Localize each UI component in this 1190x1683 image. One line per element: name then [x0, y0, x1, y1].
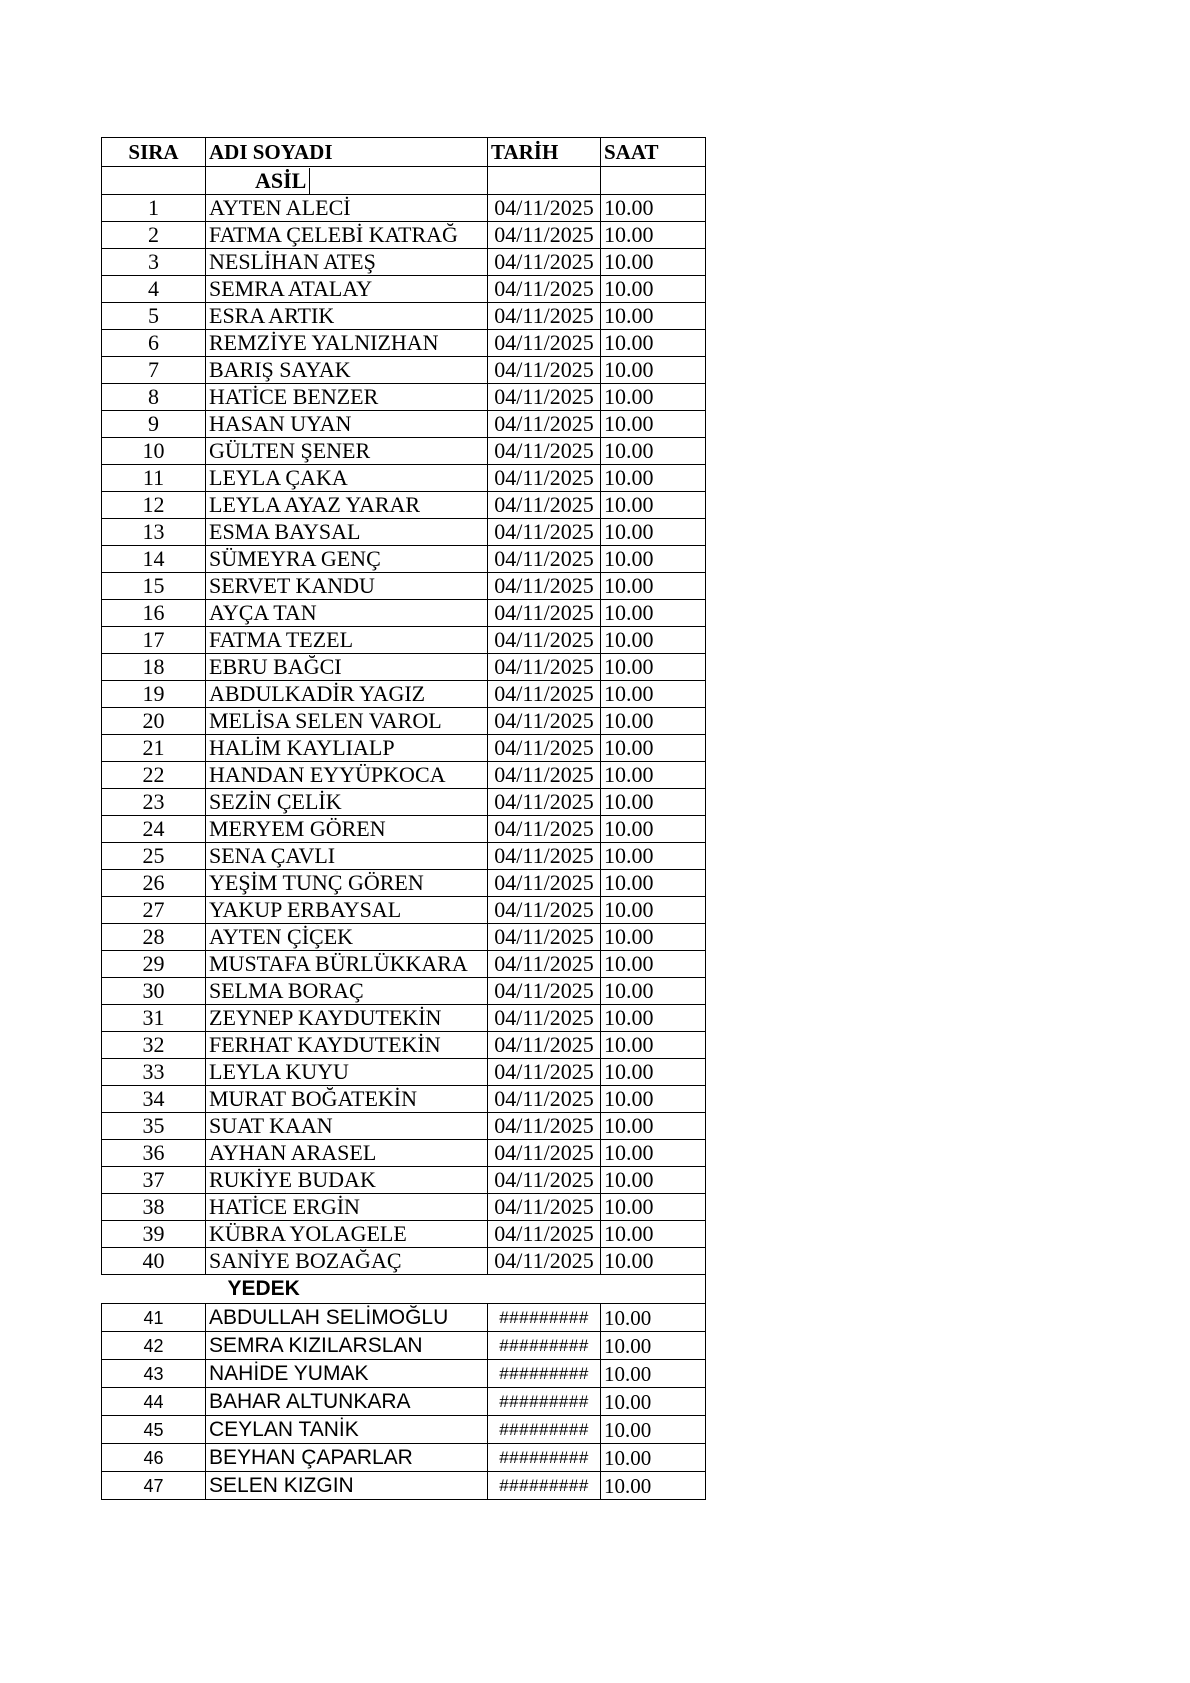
name-cell: ESRA ARTIK — [206, 303, 488, 330]
date-cell: 04/11/2025 — [488, 1194, 601, 1221]
time-cell: 10.00 — [601, 1388, 706, 1416]
table-row — [102, 276, 706, 303]
date-cell: 04/11/2025 — [488, 600, 601, 627]
date-cell: 04/11/2025 — [488, 492, 601, 519]
table-row — [102, 1086, 706, 1113]
date-cell: 04/11/2025 — [488, 519, 601, 546]
sira-cell: 10 — [102, 438, 206, 465]
yedek-label: YEDEK — [102, 1275, 601, 1304]
time-cell: 10.00 — [601, 357, 706, 384]
sira-cell: 24 — [102, 816, 206, 843]
time-cell: 10.00 — [601, 843, 706, 870]
table-row — [102, 1360, 706, 1388]
table-row — [102, 438, 706, 465]
table-row — [102, 600, 706, 627]
time-cell: 10.00 — [601, 627, 706, 654]
sira-cell: 34 — [102, 1086, 206, 1113]
sira-cell: 42 — [102, 1332, 206, 1360]
sira-cell: 30 — [102, 978, 206, 1005]
sira-cell: 19 — [102, 681, 206, 708]
asil-section-row — [102, 167, 706, 195]
sira-cell: 21 — [102, 735, 206, 762]
name-cell: CEYLAN TANİK — [206, 1416, 488, 1444]
sira-cell: 22 — [102, 762, 206, 789]
name-cell: MUSTAFA BÜRLÜKKARA — [206, 951, 488, 978]
name-cell: YAKUP ERBAYSAL — [206, 897, 488, 924]
table-row — [102, 681, 706, 708]
table-body — [102, 138, 706, 1500]
time-cell: 10.00 — [601, 1248, 706, 1275]
time-cell: 10.00 — [601, 492, 706, 519]
date-cell: 04/11/2025 — [488, 654, 601, 681]
date-cell: 04/11/2025 — [488, 249, 601, 276]
date-cell: 04/11/2025 — [488, 789, 601, 816]
sira-cell: 39 — [102, 1221, 206, 1248]
name-cell: FATMA ÇELEBİ KATRAĞ — [206, 222, 488, 249]
name-cell: AYTEN ÇİÇEK — [206, 924, 488, 951]
date-cell: ######### — [488, 1332, 601, 1360]
name-cell: HALİM KAYLIALP — [206, 735, 488, 762]
time-cell: 10.00 — [601, 924, 706, 951]
date-cell: ######### — [488, 1388, 601, 1416]
table-row — [102, 1167, 706, 1194]
time-cell: 10.00 — [601, 1416, 706, 1444]
sira-cell: 3 — [102, 249, 206, 276]
date-cell: 04/11/2025 — [488, 897, 601, 924]
time-cell: 10.00 — [601, 1032, 706, 1059]
asil-label: ASİL — [255, 168, 310, 194]
date-cell: 04/11/2025 — [488, 303, 601, 330]
date-cell: 04/11/2025 — [488, 357, 601, 384]
time-cell: 10.00 — [601, 951, 706, 978]
time-cell: 10.00 — [601, 411, 706, 438]
yedek-empty-cell — [601, 1275, 706, 1304]
sira-cell: 7 — [102, 357, 206, 384]
name-cell: HASAN UYAN — [206, 411, 488, 438]
date-cell: 04/11/2025 — [488, 573, 601, 600]
time-cell: 10.00 — [601, 384, 706, 411]
table-row — [102, 519, 706, 546]
asil-empty-cell — [102, 167, 206, 195]
sira-cell: 9 — [102, 411, 206, 438]
time-cell: 10.00 — [601, 870, 706, 897]
date-cell: 04/11/2025 — [488, 411, 601, 438]
name-cell: FERHAT KAYDUTEKİN — [206, 1032, 488, 1059]
name-cell: ABDULKADİR YAGIZ — [206, 681, 488, 708]
time-cell: 10.00 — [601, 249, 706, 276]
table-row — [102, 1444, 706, 1472]
time-cell: 10.00 — [601, 978, 706, 1005]
date-cell: 04/11/2025 — [488, 384, 601, 411]
time-cell: 10.00 — [601, 573, 706, 600]
sira-cell: 27 — [102, 897, 206, 924]
table-row — [102, 222, 706, 249]
time-cell: 10.00 — [601, 276, 706, 303]
table-row — [102, 870, 706, 897]
table-row — [102, 951, 706, 978]
name-cell: SANİYE BOZAĞAÇ — [206, 1248, 488, 1275]
name-cell: SEZİN ÇELİK — [206, 789, 488, 816]
name-cell: REMZİYE YALNIZHAN — [206, 330, 488, 357]
date-cell: 04/11/2025 — [488, 708, 601, 735]
sira-cell: 31 — [102, 1005, 206, 1032]
date-cell: 04/11/2025 — [488, 1113, 601, 1140]
time-cell: 10.00 — [601, 1059, 706, 1086]
sira-cell: 13 — [102, 519, 206, 546]
date-cell: 04/11/2025 — [488, 816, 601, 843]
sira-cell: 1 — [102, 195, 206, 222]
table-row — [102, 249, 706, 276]
sira-cell: 43 — [102, 1360, 206, 1388]
time-cell: 10.00 — [601, 1444, 706, 1472]
name-cell: HATİCE ERGİN — [206, 1194, 488, 1221]
time-cell: 10.00 — [601, 897, 706, 924]
sira-cell: 26 — [102, 870, 206, 897]
table-row — [102, 384, 706, 411]
date-cell: 04/11/2025 — [488, 546, 601, 573]
time-cell: 10.00 — [601, 195, 706, 222]
sira-cell: 23 — [102, 789, 206, 816]
time-cell: 10.00 — [601, 762, 706, 789]
date-cell: 04/11/2025 — [488, 951, 601, 978]
sira-cell: 11 — [102, 465, 206, 492]
sira-cell: 14 — [102, 546, 206, 573]
sira-cell: 20 — [102, 708, 206, 735]
sira-cell: 40 — [102, 1248, 206, 1275]
time-cell: 10.00 — [601, 1140, 706, 1167]
name-cell: GÜLTEN ŞENER — [206, 438, 488, 465]
table-row — [102, 1472, 706, 1500]
table-row — [102, 1332, 706, 1360]
table-row — [102, 708, 706, 735]
asil-empty-cell — [601, 167, 706, 195]
name-cell: ESMA BAYSAL — [206, 519, 488, 546]
sira-cell: 41 — [102, 1304, 206, 1332]
header-name: ADI SOYADI — [206, 138, 488, 167]
sira-cell: 8 — [102, 384, 206, 411]
table-row — [102, 195, 706, 222]
sira-cell: 45 — [102, 1416, 206, 1444]
date-cell: 04/11/2025 — [488, 465, 601, 492]
date-cell: ######### — [488, 1472, 601, 1500]
date-cell: 04/11/2025 — [488, 870, 601, 897]
table-row — [102, 1059, 706, 1086]
table-row — [102, 816, 706, 843]
yedek-section-row — [102, 1275, 706, 1304]
date-cell: 04/11/2025 — [488, 330, 601, 357]
sira-cell: 35 — [102, 1113, 206, 1140]
sira-cell: 28 — [102, 924, 206, 951]
time-cell: 10.00 — [601, 600, 706, 627]
table-row — [102, 762, 706, 789]
table-row — [102, 627, 706, 654]
date-cell: 04/11/2025 — [488, 1086, 601, 1113]
date-cell: 04/11/2025 — [488, 1005, 601, 1032]
sira-cell: 16 — [102, 600, 206, 627]
sira-cell: 47 — [102, 1472, 206, 1500]
date-cell: 04/11/2025 — [488, 1248, 601, 1275]
name-cell: HATİCE BENZER — [206, 384, 488, 411]
sira-cell: 32 — [102, 1032, 206, 1059]
time-cell: 10.00 — [601, 708, 706, 735]
table-row — [102, 843, 706, 870]
sira-cell: 29 — [102, 951, 206, 978]
time-cell: 10.00 — [601, 546, 706, 573]
table-row — [102, 924, 706, 951]
sira-cell: 17 — [102, 627, 206, 654]
time-cell: 10.00 — [601, 1167, 706, 1194]
sira-cell: 33 — [102, 1059, 206, 1086]
date-cell: 04/11/2025 — [488, 762, 601, 789]
date-cell: 04/11/2025 — [488, 1167, 601, 1194]
date-cell: 04/11/2025 — [488, 843, 601, 870]
table-row — [102, 303, 706, 330]
asil-label-cell — [206, 167, 488, 195]
date-cell: 04/11/2025 — [488, 222, 601, 249]
name-cell: HANDAN EYYÜPKOCA — [206, 762, 488, 789]
time-cell: 10.00 — [601, 1086, 706, 1113]
date-cell: ######### — [488, 1360, 601, 1388]
time-cell: 10.00 — [601, 1360, 706, 1388]
date-cell: ######### — [488, 1416, 601, 1444]
name-cell: NESLİHAN ATEŞ — [206, 249, 488, 276]
time-cell: 10.00 — [601, 1005, 706, 1032]
name-cell: LEYLA ÇAKA — [206, 465, 488, 492]
table-row — [102, 546, 706, 573]
table-row — [102, 573, 706, 600]
table-row — [102, 1032, 706, 1059]
sira-cell: 2 — [102, 222, 206, 249]
time-cell: 10.00 — [601, 681, 706, 708]
table-row — [102, 654, 706, 681]
header-time: SAAT — [601, 138, 706, 167]
sira-cell: 46 — [102, 1444, 206, 1472]
time-cell: 10.00 — [601, 438, 706, 465]
name-cell: BARIŞ SAYAK — [206, 357, 488, 384]
table-row — [102, 1388, 706, 1416]
time-cell: 10.00 — [601, 330, 706, 357]
table-row — [102, 1416, 706, 1444]
sira-cell: 36 — [102, 1140, 206, 1167]
table-row — [102, 1140, 706, 1167]
date-cell: 04/11/2025 — [488, 1032, 601, 1059]
date-cell: 04/11/2025 — [488, 1221, 601, 1248]
sira-cell: 12 — [102, 492, 206, 519]
table-row — [102, 735, 706, 762]
time-cell: 10.00 — [601, 1221, 706, 1248]
list-table — [101, 137, 706, 1500]
date-cell: 04/11/2025 — [488, 1059, 601, 1086]
header-row — [102, 138, 706, 167]
date-cell: 04/11/2025 — [488, 438, 601, 465]
table-row — [102, 1304, 706, 1332]
table-row — [102, 492, 706, 519]
time-cell: 10.00 — [601, 654, 706, 681]
date-cell: 04/11/2025 — [488, 627, 601, 654]
name-cell: BAHAR ALTUNKARA — [206, 1388, 488, 1416]
name-cell: SEMRA ATALAY — [206, 276, 488, 303]
name-cell: KÜBRA YOLAGELE — [206, 1221, 488, 1248]
sira-cell: 18 — [102, 654, 206, 681]
sira-cell: 6 — [102, 330, 206, 357]
table-row — [102, 1113, 706, 1140]
name-cell: AYHAN ARASEL — [206, 1140, 488, 1167]
name-cell: NAHİDE YUMAK — [206, 1360, 488, 1388]
header-sira: SIRA — [102, 138, 206, 167]
table-row — [102, 978, 706, 1005]
name-cell: MURAT BOĞATEKİN — [206, 1086, 488, 1113]
date-cell: 04/11/2025 — [488, 735, 601, 762]
table-row — [102, 897, 706, 924]
name-cell: AYTEN ALECİ — [206, 195, 488, 222]
date-cell: 04/11/2025 — [488, 978, 601, 1005]
name-cell: RUKİYE BUDAK — [206, 1167, 488, 1194]
table-row — [102, 357, 706, 384]
sira-cell: 4 — [102, 276, 206, 303]
name-cell: AYÇA TAN — [206, 600, 488, 627]
table-row — [102, 1221, 706, 1248]
name-cell: YEŞİM TUNÇ GÖREN — [206, 870, 488, 897]
time-cell: 10.00 — [601, 816, 706, 843]
date-cell: ######### — [488, 1304, 601, 1332]
time-cell: 10.00 — [601, 789, 706, 816]
name-cell: SELEN KIZGIN — [206, 1472, 488, 1500]
date-cell: 04/11/2025 — [488, 195, 601, 222]
name-cell: ABDULLAH SELİMOĞLU — [206, 1304, 488, 1332]
date-cell: 04/11/2025 — [488, 924, 601, 951]
name-cell: MERYEM GÖREN — [206, 816, 488, 843]
name-cell: SÜMEYRA GENÇ — [206, 546, 488, 573]
time-cell: 10.00 — [601, 1472, 706, 1500]
table-row — [102, 465, 706, 492]
time-cell: 10.00 — [601, 735, 706, 762]
header-date: TARİH — [488, 138, 601, 167]
time-cell: 10.00 — [601, 222, 706, 249]
name-cell: SERVET KANDU — [206, 573, 488, 600]
name-cell: SEMRA KIZILARSLAN — [206, 1332, 488, 1360]
name-cell: SENA ÇAVLI — [206, 843, 488, 870]
time-cell: 10.00 — [601, 1332, 706, 1360]
date-cell: 04/11/2025 — [488, 276, 601, 303]
time-cell: 10.00 — [601, 1194, 706, 1221]
date-cell: 04/11/2025 — [488, 1140, 601, 1167]
time-cell: 10.00 — [601, 1304, 706, 1332]
name-cell: FATMA TEZEL — [206, 627, 488, 654]
table-row — [102, 789, 706, 816]
date-cell: 04/11/2025 — [488, 681, 601, 708]
name-cell: ZEYNEP KAYDUTEKİN — [206, 1005, 488, 1032]
sira-cell: 25 — [102, 843, 206, 870]
name-cell: MELİSA SELEN VAROL — [206, 708, 488, 735]
table-row — [102, 1194, 706, 1221]
sira-cell: 5 — [102, 303, 206, 330]
asil-empty-cell — [488, 167, 601, 195]
sira-cell: 37 — [102, 1167, 206, 1194]
sira-cell: 44 — [102, 1388, 206, 1416]
table-row — [102, 1248, 706, 1275]
name-cell: EBRU BAĞCI — [206, 654, 488, 681]
date-cell: ######### — [488, 1444, 601, 1472]
sira-cell: 15 — [102, 573, 206, 600]
table-row — [102, 1005, 706, 1032]
sira-cell: 38 — [102, 1194, 206, 1221]
name-cell: SELMA BORAÇ — [206, 978, 488, 1005]
table-row — [102, 411, 706, 438]
time-cell: 10.00 — [601, 465, 706, 492]
table-row — [102, 330, 706, 357]
name-cell: BEYHAN ÇAPARLAR — [206, 1444, 488, 1472]
name-cell: SUAT KAAN — [206, 1113, 488, 1140]
name-cell: LEYLA AYAZ YARAR — [206, 492, 488, 519]
time-cell: 10.00 — [601, 1113, 706, 1140]
time-cell: 10.00 — [601, 519, 706, 546]
name-cell: LEYLA KUYU — [206, 1059, 488, 1086]
time-cell: 10.00 — [601, 303, 706, 330]
